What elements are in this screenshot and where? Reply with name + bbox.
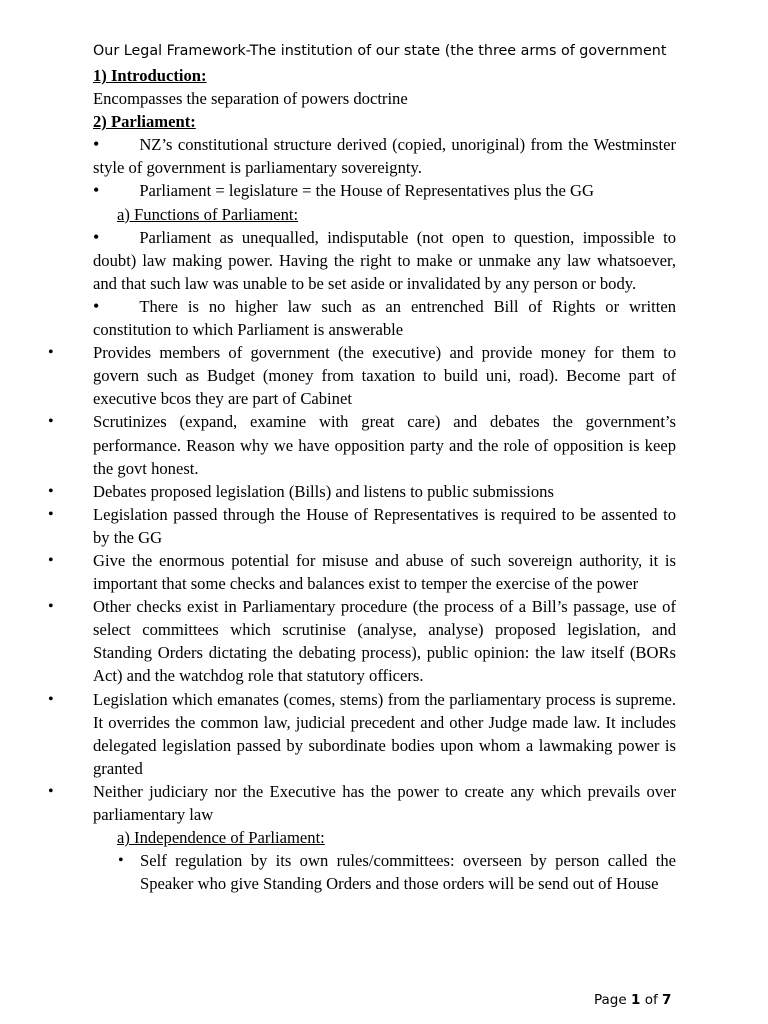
list-item xyxy=(48,503,676,549)
list-item-text: Legislation passed through the House of Representatives is required to be assented to by the GG xyxy=(93,504,676,547)
paragraph-law-making-power: • Parliament as unequalled, indisputable (not open to question, impossible to doubt) law making power. Having the right to make or unmake any law whatsoever, and that such law was unable to be set aside or invalidated by any person or body. xyxy=(93,226,676,293)
list-item-text: Legislation which emanates (comes, stems) from the parliamentary process is supreme. It overrides the common law, judicial precedent and other Judge made law. It includes delegated legislation passed by subordinate bodies upon whom a lawmaking power is granted xyxy=(93,689,676,778)
list-item-text: Give the enormous potential for misuse and abuse of such sovereign authority, it is important that some checks and balances exist to temper the exercise of the power xyxy=(93,550,676,594)
bullet-icon: • xyxy=(93,226,100,247)
bullet-icon: • xyxy=(48,505,54,523)
list-item-text: Debates proposed legislation (Bills) and listens to public submissions xyxy=(93,481,554,501)
bullet-icon: • xyxy=(93,180,100,201)
bullet-icon: • xyxy=(48,598,54,616)
bullet-icon: • xyxy=(93,295,100,316)
list-item-text: Scrutinizes (expand, examine with great care) and debates the government’s performance. Reason why we have opposition party and the role of opposition is keep the govt honest. xyxy=(93,412,676,478)
subheading-functions: a) Functions of Parliament: xyxy=(117,204,299,224)
bullet-icon: • xyxy=(93,134,100,155)
bullet-icon: • xyxy=(48,344,54,362)
section-heading-introduction: 1) Introduction: xyxy=(93,66,207,85)
list-item xyxy=(48,341,676,410)
list-item-text: Other checks exist in Parliamentary procedure (the process of a Bill’s passage, use of select committees which scrutinise (analyse, analyse) proposed legislation, and Standing Orders dictating the debating process), public opinion: the law itself (BORs Act) and the watchdog role that statutory officers. xyxy=(93,597,676,686)
bullet-icon: • xyxy=(48,782,54,800)
list-item xyxy=(48,410,676,479)
paragraph-constitutional-structure: • NZ’s constitutional structure derived (copied, unoriginal) from the Westminster style of government is parliamentary sovereignty. xyxy=(93,134,676,178)
bullet-icon: • xyxy=(118,852,124,870)
bullet-icon: • xyxy=(48,690,54,708)
document-header: Our Legal Framework-The institution of our state (the three arms of government xyxy=(93,43,667,59)
bullet-icon: • xyxy=(48,551,54,569)
paragraph-no-higher-law: • There is no higher law such as an entrenched Bill of Rights or written constitution to which Parliament is answerable xyxy=(93,295,676,340)
list-item xyxy=(48,549,676,595)
list-item xyxy=(48,480,676,503)
page-number: Page 1 of 7 xyxy=(594,992,672,1008)
document-body xyxy=(48,64,676,895)
bullet-icon: • xyxy=(48,413,54,431)
list-item xyxy=(48,780,676,826)
subheading-independence: a) Independence of Parliament: xyxy=(117,828,325,848)
section-heading-parliament: 2) Parliament: xyxy=(93,112,196,132)
list-item-text: Provides members of government (the executive) and provide money for them to govern such as Budget (money from taxation to build uni, road). Become part of executive bcos they are part of Cabinet xyxy=(93,343,676,409)
bullet-icon: • xyxy=(48,482,54,500)
intro-text: Encompasses the separation of powers doctrine xyxy=(93,89,408,109)
list-item xyxy=(48,595,676,687)
list-item-text: Neither judiciary nor the Executive has the power to create any which prevails over parliamentary law xyxy=(93,781,676,824)
list-item xyxy=(118,849,676,895)
paragraph-parliament-definition: • Parliament = legislature = the House of Representatives plus the GG xyxy=(93,180,594,201)
list-item xyxy=(48,688,676,780)
list-item-text: Self regulation by its own rules/committees: overseen by person called the Speaker who give Standing Orders and those orders will be send out of House xyxy=(140,851,676,894)
